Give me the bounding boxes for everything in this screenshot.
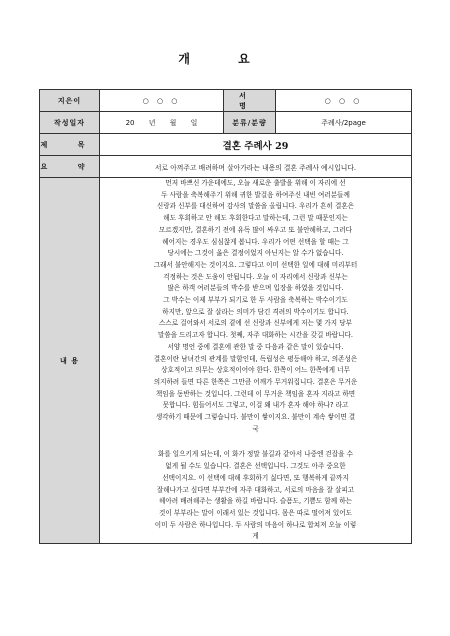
content-paragraph: 화를 일으키게 되는데, 이 화가 정말 불길과 같아서 나중엔 걷잡을 수 없게 될 수도 있습니다. 결혼은 선택입니다. 그것도 아주 중요한 선택이지요. 이 선택에 대해 후회하기 싫다면, 또 행복하게 끝까지 잘해나가고 싶다면 부부간에 자주 대화하고, 서로의 마음을 잘 살피고 헤아려 배려해주는 생활을 하길 바랍니다. 슬픔도, 기쁨도 함께 하는 것이 부부라는 말이 이래서 있는 것입니다. 몸은 따로 떨어져 있어도 이미 두 사람은 하나입니다. 두 사람의 마음이 하나로 합쳐져 오늘 이렇 게 [154, 450, 357, 541]
author-label: 지은이 [40, 90, 100, 112]
subject-value: 결혼 주례사 29 [100, 134, 412, 156]
summary-label: 요 약 [40, 156, 100, 178]
row-subject [40, 134, 412, 156]
book-title-value: ○ ○ ○ [276, 90, 412, 112]
author-value: ○ ○ ○ [100, 90, 224, 112]
row-summary [40, 156, 412, 178]
date-value: 20 년 월 일 [100, 112, 224, 134]
document-title: 개 요 [178, 52, 272, 66]
book-title-label: 서 명 [224, 90, 276, 112]
subject-label: 제 목 [40, 134, 100, 156]
category-label: 분류/분량 [224, 112, 276, 134]
summary-value: 서로 아껴주고 배려하며 살아가라는 내용의 결혼 주례사 예시입니다. [100, 156, 412, 178]
content-label: 내 용 [40, 178, 100, 544]
row-content [40, 178, 412, 544]
content-paragraph: 먼저 바쁘신 가운데에도, 오늘 새로운 출발을 위해 이 자리에 선 두 사람을 축복해주기 위해 귀한 발걸음 하여주신 내빈 여러분들께 신랑과 신부를 대신하여 감사의 말씀을 올립니다. 우리가 흔히 결혼은 해도 후회하고 안 해도 후회한다고 말하는데, 그런 말 때문인지는 모르겠지만, 결혼하기 전에 유독 많이 싸우고 또 불안해하고, 그러다 헤어지는 경우도 심심찮게 봅니다. 우리가 어떤 선택을 할 때는 그 당시에는 그것이 옳은 결정이었지 아닌지는 알 수가 없습니다. 그래서 불안해지는 것이지요. 그렇다고 이미 선택한 일에 대해 미리부터 걱정하는 것은 도움이 안됩니다. 오늘 이 자리에서 신랑과 신부는 많은 하객 여러분들의 박수를 받으며 입장을 하였을 것입니다. 그 박수는 이제 부부가 되기로 한 두 사람을 축복하는 박수이기도 하지만, 앞으로 잘 살라는 의미가 담긴 격려의 박수이기도 합니다. 스스로 걸어와서 서로의 곁에 선 신랑과 신부에게 저는 몇 가지 당부 말씀을 드리고자 합니다. 첫째, 자주 대화하는 시간을 갖길 바랍니다. 서양 명언 중에 결혼에 관한 말 중 다음과 같은 말이 있습니다. 결혼이란 남녀간의 관계를 말함인데, 독립성은 평등해야 하고, 의존성은 상호적이고 의무는 상호적이어야 한다. 한쪽이 어느 한쪽에게 너무 의지하려 들면 다른 한쪽은 그만큼 어깨가 무거워집니다. 결혼은 무거운 책임을 동반하는 것입니다. 그런데 이 무거운 책임을 혼자 지라고 하면 못합니다. 힘들어서도 그렇고, 이걸 왜 내가 혼자 해야 하나? 라고 생각하기 때문에 그렇습니다. 불만이 쌓이지요. 불만이 계속 쌓이면 결 국 [153, 179, 358, 433]
summary-sheet [39, 89, 412, 544]
content-body [100, 178, 412, 544]
category-value: 주례사/2page [276, 112, 412, 134]
date-label: 작성일자 [40, 112, 100, 134]
row-author [40, 90, 412, 112]
row-date [40, 112, 412, 134]
